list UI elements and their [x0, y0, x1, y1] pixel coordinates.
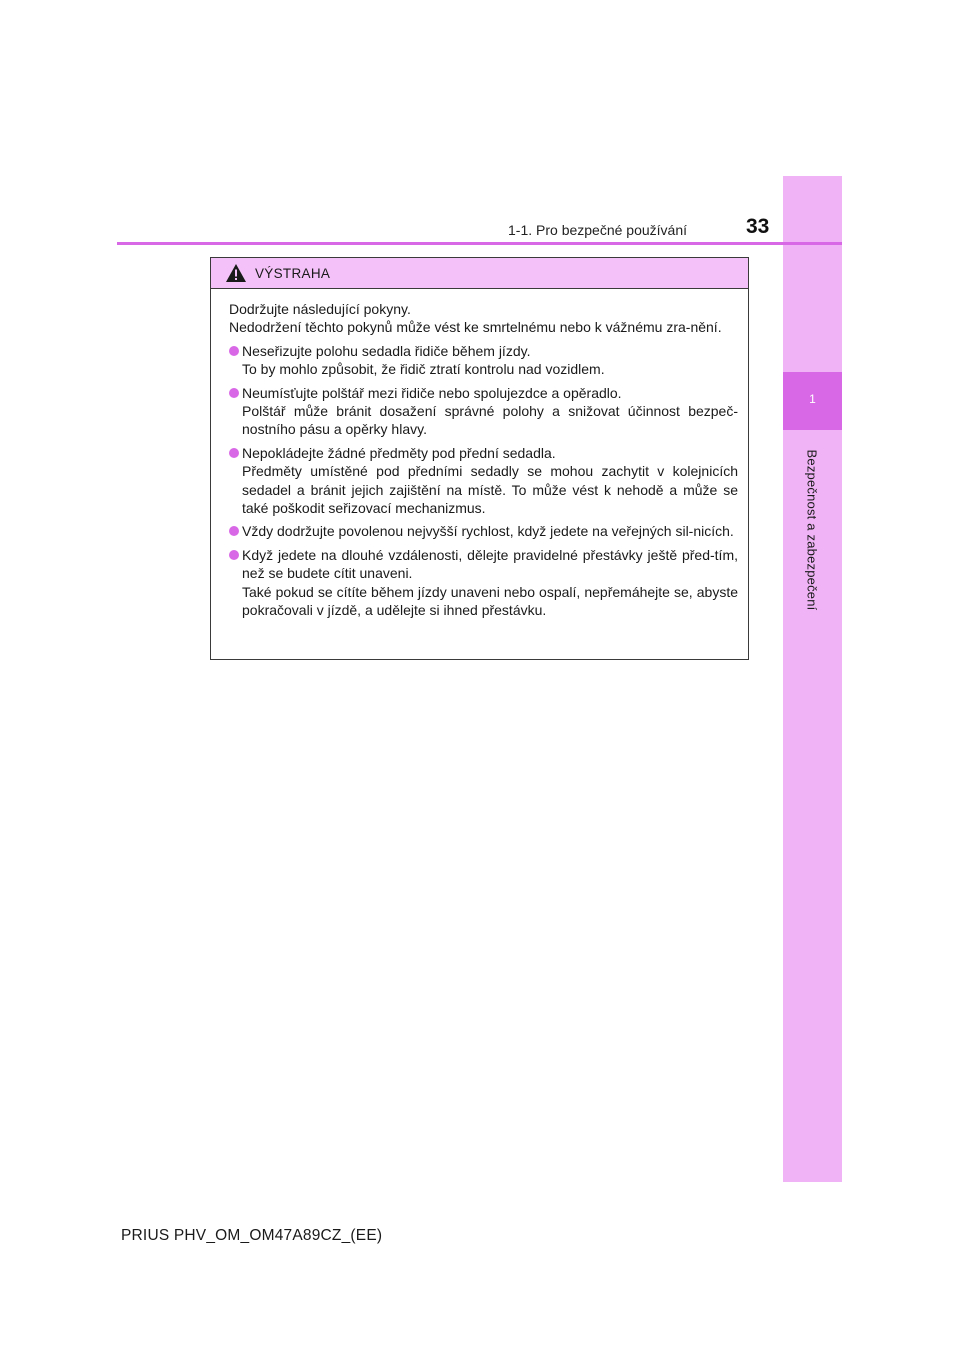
warning-triangle-icon	[225, 263, 247, 283]
warning-item	[229, 546, 738, 620]
warning-item	[229, 384, 738, 439]
warning-intro-text: Dodržujte následující pokyny. Nedodržení těchto pokynů může vést ke smrtelnému nebo k vážnému zra-nění.	[229, 301, 722, 336]
chapter-number: 1	[809, 392, 816, 406]
header-rule	[117, 242, 842, 245]
bullet-icon	[229, 522, 242, 540]
warning-item-text: Nepokládejte žádné předměty pod přední sedadla. Předměty umístěné pod předními sedadly se mohou zachytit v kolejnicích sedadel a bránit jejich zajištění na místě. To může vést k nehodě a může se také poškodit seřizovací mechanizmus.	[242, 444, 738, 517]
chapter-side-tab	[783, 176, 842, 1182]
warning-header	[211, 258, 748, 289]
document-code: PRIUS PHV_OM_OM47A89CZ_(EE)	[121, 1227, 383, 1244]
bullet-icon	[229, 342, 242, 379]
section-title: 1-1. Pro bezpečné používání	[508, 222, 688, 238]
warning-item-text: Vždy dodržujte povolenou nejvyšší rychlost, když jedete na veřejných sil-nicích.	[242, 523, 734, 540]
warning-item	[229, 522, 738, 540]
bullet-icon	[229, 444, 242, 518]
bullet-icon	[229, 546, 242, 620]
warning-item	[229, 342, 738, 379]
warning-title: VÝSTRAHA	[255, 265, 331, 281]
warning-item-text: Když jedete na dlouhé vzdálenosti, dělejte pravidelné přestávky ještě před-tím, než se budete cítit unaveni. Také pokud se cítíte během jízdy unaveni nebo ospalí, nepřemáhejte se, abyste pokračovali v jízdě, a udělejte si ihned přestávku.	[242, 546, 738, 619]
warning-intro	[229, 300, 738, 337]
bullet-icon	[229, 384, 242, 439]
chapter-title: Bezpečnost a zabezpečení	[804, 449, 820, 611]
warning-item-text: Neumísťujte polštář mezi řidiče nebo spolujezdce a opěradlo. Polštář může bránit dosažení správné polohy a snižovat účinnost bezpeč-nostního pásu a opěrky hlavy.	[242, 384, 738, 438]
warning-item	[229, 444, 738, 518]
warning-item-list	[229, 342, 738, 620]
warning-body	[211, 289, 748, 620]
warning-box	[210, 257, 749, 660]
warning-item-text: Neseřizujte polohu sedadla řidiče během jízdy. To by mohlo způsobit, že řidič ztratí kontrolu nad vozidlem.	[242, 342, 605, 378]
page-number: 33	[746, 215, 770, 238]
